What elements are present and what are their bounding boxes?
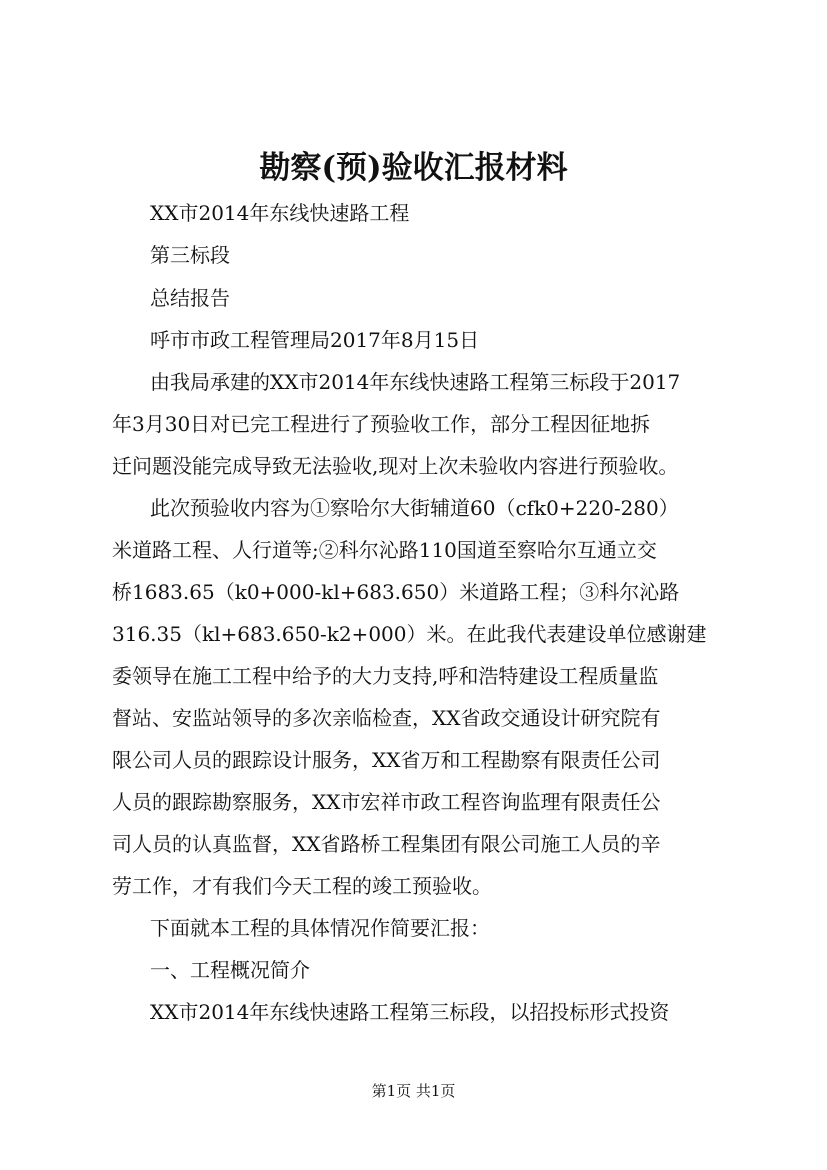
subtitle-report: 总结报告 [150,286,230,310]
paragraph-line: 司人员的认真监督，XX省路桥工程集团有限公司施工人员的辛 [112,832,661,856]
subtitle-section: 第三标段 [150,243,230,267]
paragraph-line: 委领导在施工工程中给予的大力支持,呼和浩特建设工程质量监 [112,664,659,688]
paragraph-line: 迁问题没能完成导致无法验收,现对上次未验收内容进行预验收。 [112,454,679,478]
paragraph-line: 由我局承建的XX市2014年东线快速路工程第三标段于2017 [150,370,681,394]
paragraph-line: 316.35（kl+683.650-k2+000）米。在此我代表建设单位感谢建 [112,622,707,646]
document-title: 勘察(预)验收汇报材料 [259,150,568,186]
paragraph-line: 米道路工程、人行道等;②科尔沁路110国道至察哈尔互通立交 [112,538,657,562]
section-heading: 一、工程概况简介 [150,958,310,982]
subtitle-project: XX市2014年东线快速路工程 [150,201,410,225]
paragraph-line: 限公司人员的跟踪设计服务，XX省万和工程勘察有限责任公司 [112,748,661,772]
paragraph-line: 此次预验收内容为①察哈尔大街辅道60（cfk0+220-280） [150,496,679,520]
paragraph-line: 劳工作，才有我们今天工程的竣工预验收。 [112,874,492,898]
paragraph-line: 下面就本工程的具体情况作简要汇报： [150,916,490,940]
page-number: 第1页 共1页 [371,1082,456,1100]
paragraph-line: XX市2014年东线快速路工程第三标段，以招投标形式投资 [150,1000,670,1024]
paragraph-line: 人员的跟踪勘察服务，XX市宏祥市政工程咨询监理有限责任公 [112,790,661,814]
paragraph-line: 年3月30日对已完工程进行了预验收工作，部分工程因征地拆 [112,412,651,436]
paragraph-line: 督站、安监站领导的多次亲临检查，XX省政交通设计研究院有 [112,706,661,730]
paragraph-line: 桥1683.65（k0+000-kl+683.650）米道路工程；③科尔沁路 [112,580,680,604]
author-date: 呼市市政工程管理局2017年8月15日 [150,328,480,352]
